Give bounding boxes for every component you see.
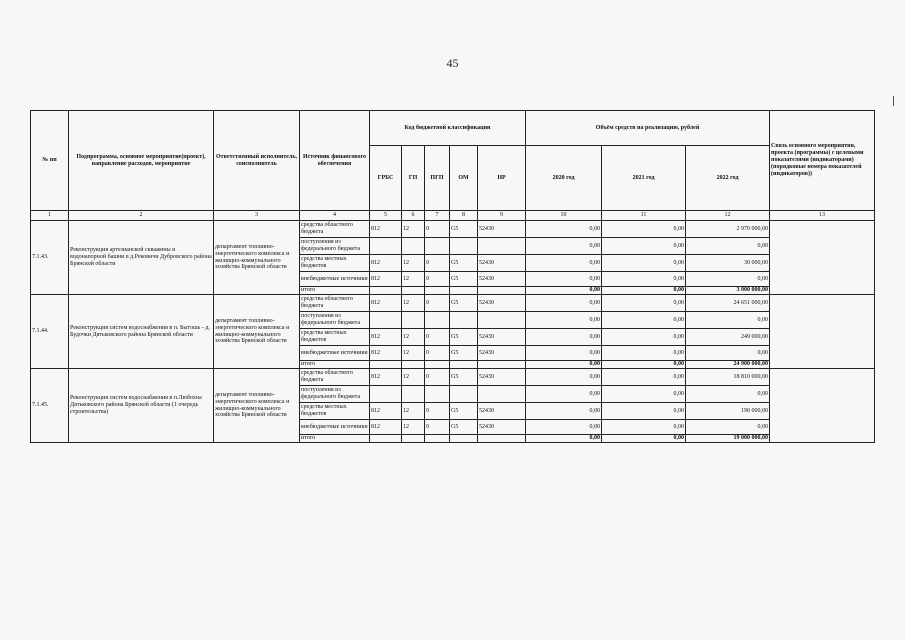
funding-source: внебюджетные источники bbox=[300, 420, 370, 435]
link-indicators bbox=[770, 221, 875, 295]
gp-code bbox=[402, 386, 425, 403]
gp-code: 12 bbox=[402, 272, 425, 287]
np-code: 52430 bbox=[478, 329, 526, 346]
header-grbs: ГРБС bbox=[370, 146, 402, 211]
om-code: G5 bbox=[450, 403, 478, 420]
funding-source: средства областного бюджета bbox=[300, 369, 370, 386]
total-2022: 24 900 000,00 bbox=[686, 361, 770, 369]
gp-code: 12 bbox=[402, 255, 425, 272]
total-2020: 0,00 bbox=[526, 361, 602, 369]
column-number: 10 bbox=[526, 211, 602, 221]
om-code: G5 bbox=[450, 255, 478, 272]
amount-2020: 0,00 bbox=[526, 312, 602, 329]
grbs-code bbox=[370, 312, 402, 329]
project-name: Реконструкция систем водоснабжения в п. Бытошь - д. Будочки Дятьковского района Брянской области bbox=[69, 295, 214, 369]
total-2021: 0,00 bbox=[602, 287, 686, 295]
pgp-code bbox=[425, 386, 450, 403]
funding-source: поступления из федерального бюджета bbox=[300, 312, 370, 329]
amount-2021: 0,00 bbox=[602, 221, 686, 238]
grbs-code: 812 bbox=[370, 272, 402, 287]
amount-2020: 0,00 bbox=[526, 369, 602, 386]
total-2022: 3 000 000,00 bbox=[686, 287, 770, 295]
column-number: 2 bbox=[69, 211, 214, 221]
link-indicators bbox=[770, 295, 875, 369]
funding-source: поступления из федерального бюджета bbox=[300, 238, 370, 255]
column-number: 5 bbox=[370, 211, 402, 221]
funding-source: поступления из федерального бюджета bbox=[300, 386, 370, 403]
amount-2022: 0,00 bbox=[686, 238, 770, 255]
column-number: 1 bbox=[31, 211, 69, 221]
total-2020: 0,00 bbox=[526, 435, 602, 443]
amount-2021: 0,00 bbox=[602, 420, 686, 435]
header-executor: Ответственный исполнитель, соисполнитель bbox=[214, 111, 300, 211]
np-code: 52430 bbox=[478, 272, 526, 287]
header-gp: ГП bbox=[402, 146, 425, 211]
amount-2020: 0,00 bbox=[526, 403, 602, 420]
budget-table bbox=[30, 110, 875, 443]
grbs-code: 812 bbox=[370, 221, 402, 238]
amount-2020: 0,00 bbox=[526, 255, 602, 272]
header-budget-code-group: Код бюджетной классификации bbox=[370, 111, 526, 146]
amount-2022: 0,00 bbox=[686, 386, 770, 403]
project-executor: департамент топливно-энергетического комплекса и жилищно-коммунального хозяйства Брянской области bbox=[214, 295, 300, 369]
amount-2020: 0,00 bbox=[526, 221, 602, 238]
amount-2021: 0,00 bbox=[602, 369, 686, 386]
table-row bbox=[31, 295, 875, 312]
amount-2022: 249 000,00 bbox=[686, 329, 770, 346]
gp-code: 12 bbox=[402, 420, 425, 435]
gp-code: 12 bbox=[402, 295, 425, 312]
column-number: 13 bbox=[770, 211, 875, 221]
om-code bbox=[450, 312, 478, 329]
amount-2020: 0,00 bbox=[526, 272, 602, 287]
grbs-code: 812 bbox=[370, 255, 402, 272]
amount-2022: 0,00 bbox=[686, 346, 770, 361]
om-code: G5 bbox=[450, 346, 478, 361]
om-code: G5 bbox=[450, 329, 478, 346]
column-number: 7 bbox=[425, 211, 450, 221]
amount-2020: 0,00 bbox=[526, 420, 602, 435]
table-row bbox=[31, 369, 875, 386]
margin-mark bbox=[893, 96, 894, 106]
page-number: 45 bbox=[446, 56, 459, 70]
pgp-code: 0 bbox=[425, 221, 450, 238]
column-number: 9 bbox=[478, 211, 526, 221]
project-executor: департамент топливно-энергетического комплекса и жилищно-коммунального хозяйства Брянской области bbox=[214, 369, 300, 443]
column-number: 8 bbox=[450, 211, 478, 221]
header-volume-group: Объём средств на реализацию, рублей bbox=[526, 111, 770, 146]
amount-2020: 0,00 bbox=[526, 329, 602, 346]
link-indicators bbox=[770, 369, 875, 443]
funding-source: средства областного бюджета bbox=[300, 221, 370, 238]
project-executor: департамент топливно-энергетического комплекса и жилищно-коммунального хозяйства Брянской области bbox=[214, 221, 300, 295]
amount-2022: 0,00 bbox=[686, 312, 770, 329]
gp-code: 12 bbox=[402, 329, 425, 346]
header-np: НР bbox=[478, 146, 526, 211]
amount-2021: 0,00 bbox=[602, 272, 686, 287]
pgp-code: 0 bbox=[425, 329, 450, 346]
om-code: G5 bbox=[450, 369, 478, 386]
amount-2020: 0,00 bbox=[526, 238, 602, 255]
gp-code bbox=[402, 238, 425, 255]
om-code: G5 bbox=[450, 295, 478, 312]
grbs-code bbox=[370, 238, 402, 255]
column-number: 3 bbox=[214, 211, 300, 221]
amount-2022: 0,00 bbox=[686, 272, 770, 287]
project-number: 7.1.45. bbox=[31, 369, 69, 443]
np-code bbox=[478, 312, 526, 329]
column-number: 11 bbox=[602, 211, 686, 221]
pgp-code: 0 bbox=[425, 346, 450, 361]
header-subprogram: Подпрограмма, основное мероприятие(проект), направление расходов, мероприятие bbox=[69, 111, 214, 211]
funding-source: средства местных бюджетов bbox=[300, 329, 370, 346]
funding-source: внебюджетные источники bbox=[300, 272, 370, 287]
om-code bbox=[450, 386, 478, 403]
grbs-code bbox=[370, 386, 402, 403]
funding-source: средства местных бюджетов bbox=[300, 255, 370, 272]
amount-2022: 18 810 000,00 bbox=[686, 369, 770, 386]
om-code: G5 bbox=[450, 272, 478, 287]
project-name: Реконструкция систем водоснабжения в п.Любохна Дятьковского района Брянской области (1 очередь строительства) bbox=[69, 369, 214, 443]
header-om: ОМ bbox=[450, 146, 478, 211]
column-number: 12 bbox=[686, 211, 770, 221]
np-code: 52430 bbox=[478, 221, 526, 238]
project-number: 7.1.44. bbox=[31, 295, 69, 369]
grbs-code: 812 bbox=[370, 420, 402, 435]
column-number-row bbox=[31, 211, 875, 221]
np-code: 52430 bbox=[478, 255, 526, 272]
amount-2022: 190 000,00 bbox=[686, 403, 770, 420]
amount-2022: 24 651 000,00 bbox=[686, 295, 770, 312]
amount-2021: 0,00 bbox=[602, 403, 686, 420]
amount-2020: 0,00 bbox=[526, 386, 602, 403]
gp-code: 12 bbox=[402, 221, 425, 238]
amount-2020: 0,00 bbox=[526, 295, 602, 312]
total-label: итого bbox=[300, 435, 370, 443]
header-link: Связь основного мероприятия, проекта (программы) с целевыми показателями (индикаторами) (порядковые номера показателей (индикаторов)) bbox=[770, 111, 875, 211]
np-code: 52430 bbox=[478, 346, 526, 361]
funding-source: средства областного бюджета bbox=[300, 295, 370, 312]
pgp-code bbox=[425, 312, 450, 329]
project-name: Реконструкция артезианской скважины и водонапорной башни в д.Рековичи Дубровского района Брянской области bbox=[69, 221, 214, 295]
column-number: 4 bbox=[300, 211, 370, 221]
pgp-code: 0 bbox=[425, 420, 450, 435]
grbs-code: 812 bbox=[370, 295, 402, 312]
header-2021: 2021 год bbox=[602, 146, 686, 211]
om-code: G5 bbox=[450, 420, 478, 435]
np-code: 52430 bbox=[478, 295, 526, 312]
amount-2021: 0,00 bbox=[602, 346, 686, 361]
amount-2021: 0,00 bbox=[602, 238, 686, 255]
amount-2021: 0,00 bbox=[602, 386, 686, 403]
grbs-code: 812 bbox=[370, 329, 402, 346]
np-code: 52430 bbox=[478, 369, 526, 386]
amount-2020: 0,00 bbox=[526, 346, 602, 361]
total-2021: 0,00 bbox=[602, 435, 686, 443]
header-2022: 2022 год bbox=[686, 146, 770, 211]
total-label: итого bbox=[300, 287, 370, 295]
gp-code bbox=[402, 312, 425, 329]
grbs-code: 812 bbox=[370, 403, 402, 420]
column-number: 6 bbox=[402, 211, 425, 221]
gp-code: 12 bbox=[402, 403, 425, 420]
pgp-code: 0 bbox=[425, 369, 450, 386]
total-2021: 0,00 bbox=[602, 361, 686, 369]
total-label: итого bbox=[300, 361, 370, 369]
amount-2021: 0,00 bbox=[602, 255, 686, 272]
np-code: 52430 bbox=[478, 420, 526, 435]
pgp-code: 0 bbox=[425, 295, 450, 312]
table-row bbox=[31, 221, 875, 238]
amount-2022: 2 970 000,00 bbox=[686, 221, 770, 238]
header-no: № пп bbox=[31, 111, 69, 211]
grbs-code: 812 bbox=[370, 346, 402, 361]
header-2020: 2020 год bbox=[526, 146, 602, 211]
np-code bbox=[478, 238, 526, 255]
funding-source: внебюджетные источники bbox=[300, 346, 370, 361]
amount-2022: 30 000,00 bbox=[686, 255, 770, 272]
gp-code: 12 bbox=[402, 346, 425, 361]
pgp-code bbox=[425, 238, 450, 255]
om-code bbox=[450, 238, 478, 255]
om-code: G5 bbox=[450, 221, 478, 238]
np-code bbox=[478, 386, 526, 403]
header-pgp: ПГП bbox=[425, 146, 450, 211]
pgp-code: 0 bbox=[425, 255, 450, 272]
amount-2022: 0,00 bbox=[686, 420, 770, 435]
total-2022: 19 000 000,00 bbox=[686, 435, 770, 443]
np-code: 52430 bbox=[478, 403, 526, 420]
amount-2021: 0,00 bbox=[602, 312, 686, 329]
funding-source: средства местных бюджетов bbox=[300, 403, 370, 420]
total-2020: 0,00 bbox=[526, 287, 602, 295]
pgp-code: 0 bbox=[425, 272, 450, 287]
gp-code: 12 bbox=[402, 369, 425, 386]
header-source: Источник финансового обеспечения bbox=[300, 111, 370, 211]
project-number: 7.1.43. bbox=[31, 221, 69, 295]
amount-2021: 0,00 bbox=[602, 329, 686, 346]
amount-2021: 0,00 bbox=[602, 295, 686, 312]
pgp-code: 0 bbox=[425, 403, 450, 420]
grbs-code: 812 bbox=[370, 369, 402, 386]
